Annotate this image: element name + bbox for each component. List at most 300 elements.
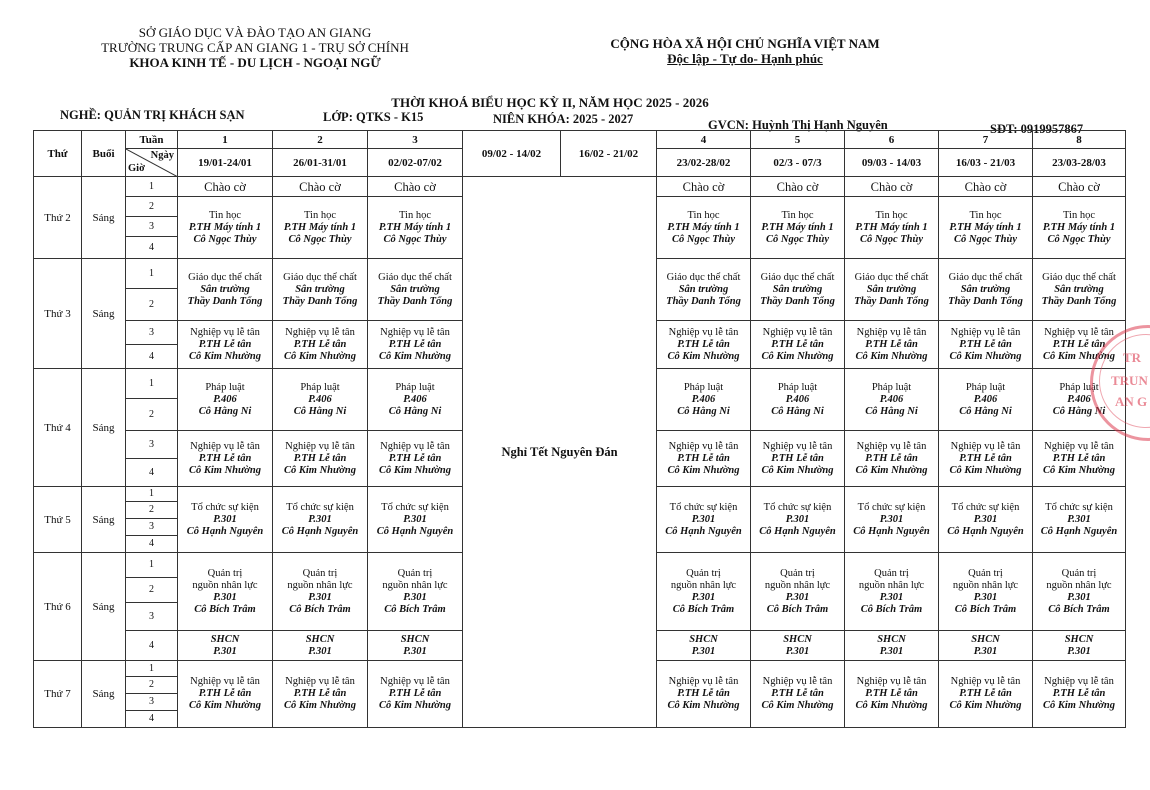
subject-name: Nghiệp vụ lễ tân [856, 440, 927, 452]
header-ngay: Ngày [150, 150, 174, 161]
lesson-gdtc [939, 259, 1033, 321]
lesson-tcsk [845, 487, 939, 553]
period: 4 [126, 345, 178, 369]
teacher: Cô Hằng Ni [388, 405, 442, 417]
lesson-nvlt [368, 661, 463, 728]
class-label: LỚP: QTKS - K15 [323, 110, 424, 124]
teacher: Cô Hạnh Nguyên [376, 525, 454, 537]
teacher: Cô Hạnh Nguyên [665, 525, 742, 537]
room: P.301 [691, 645, 716, 657]
subject-name: Quản trị [874, 567, 909, 579]
room: P.TH Lễ tân [677, 338, 730, 350]
subject-name: nguồn nhân lực [764, 579, 831, 591]
lesson-shcn [273, 631, 368, 661]
teacher: Cô Kim Nhường [761, 350, 834, 362]
subject-name: Nghiệp vụ lễ tân [950, 440, 1021, 452]
lesson-phap-luat [368, 369, 463, 431]
room: P.TH Máy tính 1 [378, 221, 452, 233]
lesson-nvlt [368, 431, 463, 487]
lesson-tcsk [939, 487, 1033, 553]
subject-name: Pháp luật [871, 381, 912, 393]
period: 3 [126, 603, 178, 631]
room: Sân trường [1054, 283, 1104, 295]
teacher: Thầy Danh Tổng [1041, 295, 1117, 307]
teacher: Cô Bích Trâm [860, 603, 923, 615]
course-label: NIÊN KHÓA: 2025 - 2027 [493, 112, 634, 126]
room: P.301 [785, 591, 810, 603]
flag-salute-label: Chào cờ [682, 179, 725, 194]
room: P.TH Máy tính 1 [949, 221, 1022, 233]
date-8: 23/03-28/03 [1033, 149, 1126, 177]
room: P.TH Máy tính 1 [283, 221, 357, 233]
day-thu-4: Thứ 4 [34, 369, 82, 487]
room: P.TH Lễ tân [771, 452, 824, 464]
subject-name: Quản trị [207, 567, 243, 579]
lesson-nvlt [178, 661, 273, 728]
lesson-phap-luat [273, 369, 368, 431]
teacher: Cô Hạnh Nguyên [947, 525, 1024, 537]
lesson-nvlt [657, 661, 751, 728]
teacher: Cô Kim Nhường [949, 700, 1022, 711]
room: P.301 [973, 645, 998, 657]
lesson-phap-luat [751, 369, 845, 431]
flag-salute [1033, 177, 1126, 197]
date-7: 16/03 - 21/03 [939, 149, 1033, 177]
teacher: Cô Bích Trâm [672, 603, 735, 615]
week-7: 7 [939, 131, 1033, 149]
subject-name: Nghiệp vụ lễ tân [950, 326, 1021, 338]
subject-name: Nghiệp vụ lễ tân [190, 676, 260, 687]
major-label: NGHỀ: QUẢN TRỊ KHÁCH SẠN [60, 108, 245, 122]
lesson-shcn [178, 631, 273, 661]
lesson-phap-luat [845, 369, 939, 431]
teacher: Cô Bích Trâm [194, 603, 256, 615]
period: 1 [126, 661, 178, 677]
room: P.TH Máy tính 1 [761, 221, 834, 233]
lesson-shcn [751, 631, 845, 661]
week-6: 6 [845, 131, 939, 149]
teacher: Thầy Danh Tổng [187, 295, 263, 307]
subject-name: Nghiệp vụ lễ tân [1044, 326, 1114, 338]
subject-name: Giáo dục thể chất [378, 271, 452, 283]
teacher: Thầy Danh Tổng [948, 295, 1023, 307]
room: P.TH Lễ tân [959, 452, 1012, 464]
subject-name: Nghiệp vụ lễ tân [668, 326, 739, 338]
subject-name: Tổ chức sự kiện [669, 501, 738, 513]
subject-name: Giáo dục thể chất [283, 271, 357, 283]
teacher: Thầy Danh Tổng [854, 295, 929, 307]
session-t4: Sáng [82, 369, 126, 487]
flag-salute [939, 177, 1033, 197]
lesson-nvlt [178, 431, 273, 487]
holiday-cell: Nghỉ Tết Nguyên Đán [463, 177, 657, 728]
period: 2 [126, 502, 178, 519]
subject-name: nguồn nhân lực [952, 579, 1019, 591]
lesson-nvlt [273, 431, 368, 487]
subject-name: Tổ chức sự kiện [857, 501, 926, 513]
school-name: TRƯỜNG TRUNG CẤP AN GIANG 1 - TRỤ SỞ CHÍNH [101, 40, 409, 55]
lesson-phap-luat [939, 369, 1033, 431]
teacher: Cô Ngọc Thùy [860, 233, 923, 245]
faculty-name: KHOA KINH TẾ - DU LỊCH - NGOẠI NGỮ [129, 55, 381, 70]
room: P.TH Máy tính 1 [1042, 221, 1116, 233]
subject-name: SHCN [689, 633, 718, 645]
subject-name: Nghiệp vụ lễ tân [380, 440, 450, 452]
teacher: Thầy Danh Tổng [666, 295, 741, 307]
lesson-qtnl [939, 553, 1033, 631]
teacher: Cô Hằng Ni [959, 405, 1012, 417]
row-t2-p1 [34, 177, 1126, 197]
room: Sân trường [390, 283, 440, 295]
subject-name: SHCN [210, 633, 240, 645]
teacher: Cô Kim Nhường [188, 464, 262, 476]
lesson-gdtc [1033, 259, 1126, 321]
subject-name: Tin học [399, 209, 431, 221]
room: P.301 [785, 645, 810, 657]
lesson-tcsk [657, 487, 751, 553]
lesson-gdtc [178, 259, 273, 321]
room: P.406 [308, 393, 332, 405]
lesson-nvlt [939, 661, 1033, 728]
session-t5: Sáng [82, 487, 126, 553]
teacher: Cô Kim Nhường [855, 350, 928, 362]
room: P.301 [973, 591, 998, 603]
teacher: Cô Kim Nhường [761, 464, 834, 476]
subject-name: Nghiệp vụ lễ tân [1044, 440, 1114, 452]
room: P.TH Máy tính 1 [188, 221, 262, 233]
flag-salute-label: Chào cờ [204, 179, 246, 194]
session-t2: Sáng [82, 177, 126, 259]
phone-number: SĐT: 0919957867 [990, 122, 1084, 136]
lesson-nvlt [273, 661, 368, 728]
flag-salute [368, 177, 463, 197]
department-name: SỞ GIÁO DỤC VÀ ĐÀO TẠO AN GIANG [138, 25, 372, 40]
teacher: Cô Kim Nhường [855, 464, 928, 476]
room: P.406 [691, 393, 716, 405]
date-3: 02/02-07/02 [368, 149, 463, 177]
teacher: Cô Bích Trâm [954, 603, 1017, 615]
subject-name: Tổ chức sự kiện [191, 501, 259, 513]
room: P.301 [973, 513, 998, 525]
flag-salute-label: Chào cờ [1058, 179, 1100, 194]
subject-name: Nghiệp vụ lễ tân [1044, 676, 1114, 687]
subject-name: Pháp luật [683, 381, 724, 393]
teacher: Thầy Danh Tổng [377, 295, 453, 307]
subject-name: Tổ chức sự kiện [286, 501, 354, 513]
period: 3 [126, 694, 178, 711]
lesson-nvlt [1033, 431, 1126, 487]
teacher: Cô Hạnh Nguyên [186, 525, 264, 537]
header-thu: Thứ [34, 131, 82, 177]
homeroom-teacher: GVCN: Huỳnh Thị Hạnh Nguyên [708, 118, 888, 132]
teacher: Cô Kim Nhường [949, 464, 1022, 476]
day-thu-7: Thứ 7 [34, 661, 82, 728]
room: P.301 [1067, 645, 1091, 657]
flag-salute-label: Chào cờ [776, 179, 819, 194]
teacher: Cô Ngọc Thùy [383, 233, 447, 245]
subject-name: SHCN [1064, 633, 1094, 645]
week-2: 2 [273, 131, 368, 149]
flag-salute [273, 177, 368, 197]
lesson-gdtc [845, 259, 939, 321]
date-1: 19/01-24/01 [178, 149, 273, 177]
date-2: 26/01-31/01 [273, 149, 368, 177]
subject-name: Tin học [781, 209, 814, 221]
teacher: Cô Bích Trâm [1048, 603, 1110, 615]
lesson-gdtc [751, 259, 845, 321]
teacher: Cô Kim Nhường [1042, 464, 1116, 476]
lesson-tcsk [368, 487, 463, 553]
room: P.TH Lễ tân [865, 688, 918, 699]
lesson-gdtc [657, 259, 751, 321]
day-thu-2: Thứ 2 [34, 177, 82, 259]
room: P.301 [691, 591, 716, 603]
room: P.406 [1067, 393, 1091, 405]
room: P.301 [1067, 513, 1091, 525]
room: P.301 [691, 513, 716, 525]
lesson-gdtc [368, 259, 463, 321]
lesson-shcn [1033, 631, 1126, 661]
lesson-shcn [368, 631, 463, 661]
period: 4 [126, 711, 178, 728]
room: P.TH Lễ tân [388, 688, 442, 699]
room: P.301 [403, 645, 427, 657]
teacher: Cô Kim Nhường [283, 350, 357, 362]
subject-name: Nghiệp vụ lễ tân [285, 326, 355, 338]
date-holiday-2: 16/02 - 21/02 [561, 131, 657, 177]
room: P.TH Máy tính 1 [855, 221, 928, 233]
lesson-qtnl [1033, 553, 1126, 631]
lesson-tcsk [1033, 487, 1126, 553]
teacher: Cô Bích Trâm [766, 603, 829, 615]
stamp-text: TRUN [1111, 373, 1148, 388]
subject-name: Nghiệp vụ lễ tân [668, 676, 739, 687]
subject-name: Tin học [304, 209, 336, 221]
subject-name: Giáo dục thể chất [188, 271, 262, 283]
date-5: 02/3 - 07/3 [751, 149, 845, 177]
subject-name: nguồn nhân lực [858, 579, 925, 591]
flag-salute-label: Chào cờ [964, 179, 1007, 194]
lesson-nvlt [845, 321, 939, 369]
lesson-qtnl [273, 553, 368, 631]
lesson-tcsk [178, 487, 273, 553]
subject-name: Pháp luật [965, 381, 1006, 393]
lesson-tin-hoc [845, 197, 939, 259]
page-title: THỜI KHOÁ BIỂU HỌC KỲ II, NĂM HỌC 2025 - 2026 [391, 95, 709, 110]
room: P.TH Lễ tân [388, 338, 442, 350]
subject-name: Tin học [209, 209, 241, 221]
lesson-tin-hoc [657, 197, 751, 259]
header-corner [126, 131, 178, 149]
subject-name: Tin học [687, 209, 720, 221]
period: 3 [126, 519, 178, 536]
lesson-qtnl [657, 553, 751, 631]
subject-name: Pháp luật [777, 381, 818, 393]
teacher: Cô Kim Nhường [188, 350, 262, 362]
room: P.TH Lễ tân [771, 338, 824, 350]
room: P.301 [403, 591, 427, 603]
room: P.TH Lễ tân [1052, 452, 1106, 464]
lesson-qtnl [178, 553, 273, 631]
subject-name: Tổ chức sự kiện [381, 501, 449, 513]
subject-name: Nghiệp vụ lễ tân [190, 440, 260, 452]
period: 1 [126, 369, 178, 399]
teacher: Cô Hạnh Nguyên [281, 525, 359, 537]
room: P.406 [403, 393, 427, 405]
subject-name: Nghiệp vụ lễ tân [380, 326, 450, 338]
room: P.301 [879, 513, 904, 525]
lesson-nvlt [1033, 661, 1126, 728]
week-3: 3 [368, 131, 463, 149]
subject-name: Tổ chức sự kiện [1045, 501, 1113, 513]
lesson-nvlt [751, 431, 845, 487]
room: P.406 [973, 393, 998, 405]
country-name: CỘNG HÒA XÃ HỘI CHỦ NGHĨA VIỆT NAM [610, 36, 880, 51]
lesson-qtnl [368, 553, 463, 631]
flag-salute [751, 177, 845, 197]
lesson-gdtc [273, 259, 368, 321]
lesson-shcn [939, 631, 1033, 661]
timetable [33, 130, 1126, 728]
room: P.301 [785, 513, 810, 525]
header-tuan: Tuần [139, 133, 164, 146]
teacher: Cô Kim Nhường [667, 464, 740, 476]
room: P.TH Lễ tân [198, 338, 252, 350]
period: 2 [126, 677, 178, 694]
lesson-nvlt [178, 321, 273, 369]
teacher: Cô Kim Nhường [283, 464, 357, 476]
teacher: Cô Hằng Ni [198, 405, 252, 417]
subject-name: nguồn nhân lực [1046, 579, 1112, 591]
period: 1 [126, 177, 178, 197]
room: P.TH Lễ tân [293, 338, 347, 350]
room: P.TH Lễ tân [865, 338, 918, 350]
subject-name: Nghiệp vụ lễ tân [285, 676, 355, 687]
teacher: Cô Kim Nhường [378, 700, 452, 711]
subject-name: Tổ chức sự kiện [763, 501, 832, 513]
room: Sân trường [866, 283, 917, 295]
subject-name: SHCN [400, 633, 430, 645]
subject-name: Nghiệp vụ lễ tân [856, 676, 927, 687]
teacher: Cô Kim Nhường [949, 350, 1022, 362]
subject-name: Nghiệp vụ lễ tân [380, 676, 450, 687]
lesson-nvlt [939, 431, 1033, 487]
flag-salute [845, 177, 939, 197]
teacher: Cô Hạnh Nguyên [853, 525, 930, 537]
lesson-tin-hoc [939, 197, 1033, 259]
subject-name: Giáo dục thể chất [666, 271, 741, 283]
lesson-tin-hoc [751, 197, 845, 259]
period: 4 [126, 536, 178, 553]
subject-name: Nghiệp vụ lễ tân [762, 440, 833, 452]
lesson-phap-luat [657, 369, 751, 431]
lesson-nvlt [657, 321, 751, 369]
period: 4 [126, 631, 178, 661]
subject-name: SHCN [971, 633, 1000, 645]
date-holiday-1: 09/02 - 14/02 [463, 131, 561, 177]
room: P.301 [213, 591, 237, 603]
week-8: 8 [1033, 131, 1126, 149]
subject-name: Pháp luật [1059, 381, 1099, 393]
subject-name: SHCN [877, 633, 906, 645]
lesson-nvlt [845, 661, 939, 728]
subject-name: Nghiệp vụ lễ tân [285, 440, 355, 452]
room: P.TH Lễ tân [1052, 688, 1106, 699]
period: 2 [126, 197, 178, 217]
room: P.TH Lễ tân [198, 452, 252, 464]
lesson-nvlt [368, 321, 463, 369]
period: 2 [126, 399, 178, 431]
subject-name: SHCN [305, 633, 335, 645]
room: P.301 [879, 591, 904, 603]
subject-name: Nghiệp vụ lễ tân [856, 326, 927, 338]
lesson-tin-hoc [1033, 197, 1126, 259]
motto: Độc lập - Tự do- Hạnh phúc [667, 51, 823, 66]
teacher: Cô Ngọc Thùy [193, 233, 257, 245]
lesson-tin-hoc [273, 197, 368, 259]
subject-name: Giáo dục thể chất [760, 271, 835, 283]
room: Sân trường [772, 283, 823, 295]
teacher: Cô Hằng Ni [865, 405, 918, 417]
header-right [585, 36, 905, 66]
room: P.301 [879, 645, 904, 657]
period: 3 [126, 321, 178, 345]
lesson-nvlt [751, 661, 845, 728]
teacher: Cô Hạnh Nguyên [1040, 525, 1118, 537]
subject-name: Giáo dục thể chất [948, 271, 1023, 283]
lesson-shcn [657, 631, 751, 661]
period: 4 [126, 459, 178, 487]
lesson-tin-hoc [368, 197, 463, 259]
room: P.406 [785, 393, 810, 405]
subject-name: Quản trị [397, 567, 433, 579]
date-6: 09/03 - 14/03 [845, 149, 939, 177]
subject-name: nguồn nhân lực [382, 579, 448, 591]
room: P.TH Lễ tân [677, 452, 730, 464]
flag-salute [657, 177, 751, 197]
lesson-qtnl [751, 553, 845, 631]
period: 1 [126, 487, 178, 502]
subject-name: Tin học [1063, 209, 1095, 221]
room: P.TH Lễ tân [959, 338, 1012, 350]
period: 2 [126, 578, 178, 603]
subject-name: Pháp luật [395, 381, 435, 393]
room: P.406 [213, 393, 237, 405]
room: Sân trường [295, 283, 345, 295]
lesson-nvlt [273, 321, 368, 369]
period: 4 [126, 237, 178, 259]
flag-salute-label: Chào cờ [870, 179, 913, 194]
lesson-tin-hoc [178, 197, 273, 259]
period: 3 [126, 217, 178, 237]
subject-name: Nghiệp vụ lễ tân [950, 676, 1021, 687]
lesson-tcsk [273, 487, 368, 553]
room: P.TH Lễ tân [959, 688, 1012, 699]
subject-name: Tin học [969, 209, 1002, 221]
teacher: Cô Kim Nhường [378, 464, 452, 476]
subject-name: Quản trị [302, 567, 338, 579]
subject-name: Pháp luật [205, 381, 245, 393]
room: P.TH Lễ tân [677, 688, 730, 699]
subject-name: Nghiệp vụ lễ tân [762, 326, 833, 338]
room: P.TH Lễ tân [293, 688, 347, 699]
lesson-nvlt [751, 321, 845, 369]
teacher: Cô Kim Nhường [1042, 350, 1116, 362]
period: 1 [126, 259, 178, 289]
teacher: Thầy Danh Tổng [760, 295, 835, 307]
stamp-text: TR [1123, 350, 1142, 365]
session-t7: Sáng [82, 661, 126, 728]
